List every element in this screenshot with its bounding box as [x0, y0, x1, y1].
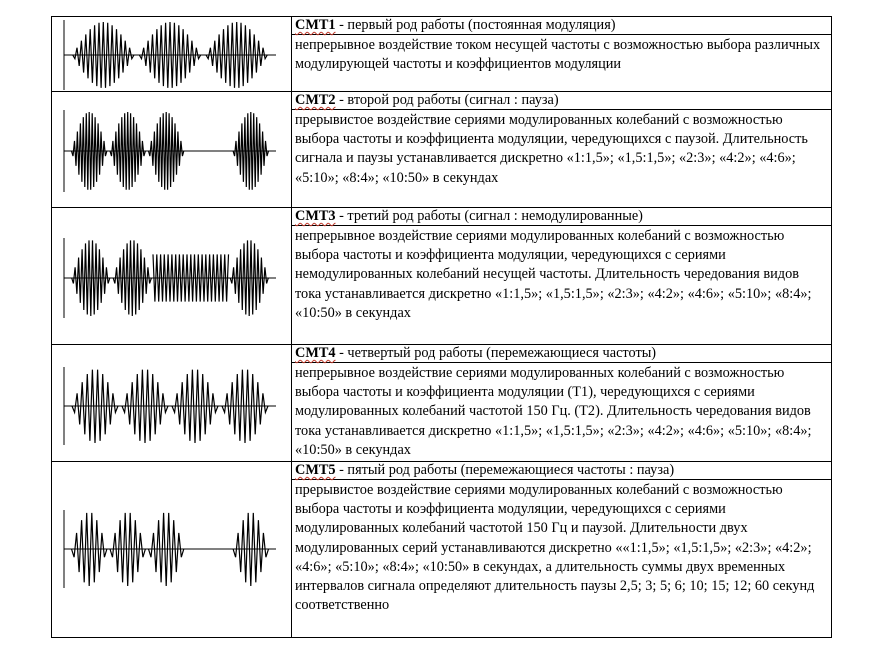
- waveform-smt4: [52, 345, 291, 462]
- waveform-cell: [52, 345, 292, 462]
- description-cell: [292, 92, 832, 208]
- description-cell: [292, 345, 832, 462]
- waveform-cell: [52, 17, 292, 92]
- waveform-smt5: [52, 462, 291, 638]
- mode-code: СМТ1: [295, 17, 336, 33]
- mode-title-text: - первый род работы (постоянная модуляция): [335, 17, 616, 33]
- table-row: [52, 345, 832, 462]
- mode-code: СМТ2: [295, 92, 336, 108]
- table-row: [52, 462, 832, 638]
- waveform-cell: [52, 208, 292, 345]
- mode-description: непрерывное воздействие сериями модулированных колебаний с возможностью выбора частоты и коэффициента модуляции, чередующихся с сериями немодулированных колебаний несущей частоты. Длительность чередования видов тока устанавливается дискретно «1:1,5»; «1,5:1,5»; «2:3»; «4:2»; «4:6»; «5:10»; «8:4»; «10:50» в секундах: [295, 228, 812, 321]
- waveform-smt3: [52, 208, 291, 345]
- mode-description: прерывистое воздействие сериями модулированных колебаний с возможностью выбора частоты и коэффициента модуляции, чередующихся с паузой. Длительность сигнала и паузы устанавливается дискретно «1:1,5»; «1,5:1,5»; «2:3»; «4:2»; «4:6»; «5:10»; «8:4»; «10:50» в секундах: [295, 112, 808, 186]
- waveform-cell: [52, 92, 292, 208]
- mode-description: непрерывное воздействие током несущей частоты с возможностью выбора различных модулирующей частоты и коэффициентов модуляции: [295, 37, 821, 73]
- mode-description: прерывистое воздействие сериями модулированных колебаний с возможностью выбора частоты и коэффициента модуляции, чередующихся с сериями модулированных колебаний частотой 150 Гц и паузой. Длительности двух модулированных серий устанавливаются дискретно ««1:1,5»; «1,5:1,5»; «2:3»; «4:2»; «4:6»; «5:10»; «8:4»; «10:50» в секундах, а длительность суммы двух временных интервалов сигнала определяют длительность паузы 2,5; 3; 5; 6; 10; 15; 12; 60 секунд соответственно: [295, 482, 815, 614]
- description-cell: [292, 17, 832, 92]
- waveform-smt2: [52, 92, 291, 208]
- mode-title: [292, 462, 831, 480]
- mode-title: [292, 92, 831, 110]
- mode-title-text: - второй род работы (сигнал : пауза): [335, 92, 559, 108]
- mode-code: СМТ3: [295, 208, 336, 224]
- description-cell: [292, 462, 832, 638]
- mode-title: [292, 208, 831, 226]
- table-row: [52, 208, 832, 345]
- mode-code: СМТ4: [295, 345, 336, 361]
- mode-description: непрерывное воздействие сериями модулированных колебаний с возможностью выбора частоты и коэффициента модуляции (Т1), чередующихся с сериями модулированных колебаний частотой 150 Гц. (Т2). Длительность чередования видов тока устанавливается дискретно «1:1,5»; «1,5:1,5»; «2:3»; «4:2»; «4:6»; «5:10»; «8:4»; «10:50» в секундах: [295, 365, 812, 458]
- waveform-smt1: [52, 17, 291, 92]
- mode-title-text: - пятый род работы (перемежающиеся частоты : пауза): [335, 462, 675, 478]
- table-row: [52, 92, 832, 208]
- mode-title-text: - третий род работы (сигнал : немодулированные): [335, 208, 643, 224]
- waveform-cell: [52, 462, 292, 638]
- description-cell: [292, 208, 832, 345]
- table-row: [52, 17, 832, 92]
- mode-title-text: - четвертый род работы (перемежающиеся частоты): [335, 345, 657, 361]
- smt-modes-table: [51, 16, 832, 638]
- mode-title: [292, 17, 831, 35]
- mode-title: [292, 345, 831, 363]
- mode-code: СМТ5: [295, 462, 336, 478]
